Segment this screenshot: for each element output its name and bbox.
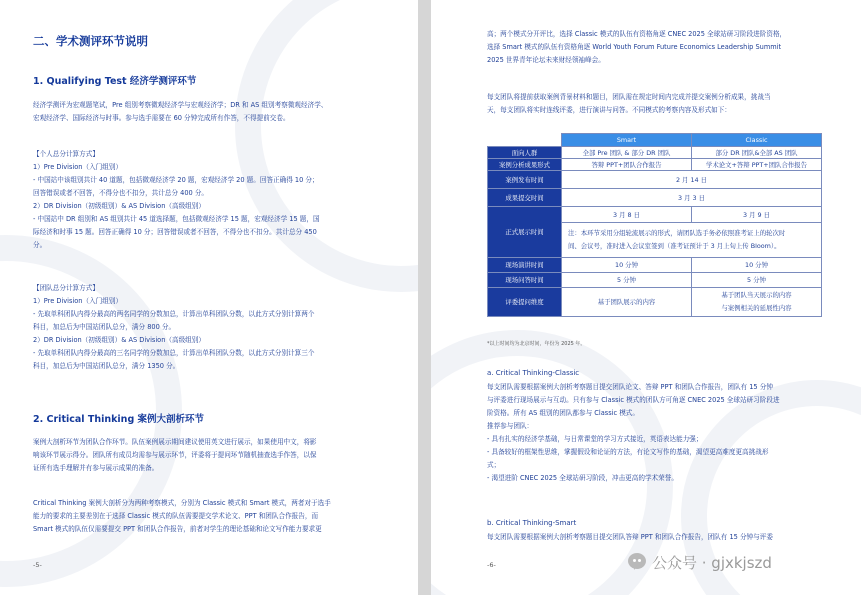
table-row: [488, 258, 822, 273]
table-cell-merged: 2 月 14 日: [562, 171, 822, 189]
classic-title: a. Critical Thinking-Classic: [487, 369, 580, 377]
critical-paragraph-2: Critical Thinking 案例大剖析分为两种考察模式，分别为 Classic 模式和 Smart 模式，两者对于选手 能力的要求的主要差别在于选择 Classic 模式的队伍需要提交学术论文、PPT 和团队合作报告，而 Smart 模式的队伍仅需要提交 PPT 和团队合作报告，前者对学生的理论基础和论文写作能力要求更: [33, 499, 331, 533]
page-number: -6-: [487, 561, 496, 569]
row-label: 正式展示时间: [488, 207, 562, 258]
individual-score-block: 【个人总分计算方式】 1）Pre Division（入门组别） - 中国站中该组别共计 40 道题，包括微观经济学 20 题，宏观经济学 20 题。回答正确得 10 分； 回答错误或者不回答，不得分也不扣分，共计总分 400 分。 2）DR Division（初级组别）& AS Division（高级组别） - 中国站中 DR 组别和 AS 组别共计 45 道选择题，包括微观经济学 15 题，宏观经济学 15 题，国 际经济和时事 15 题。回答正确得 10 分；回答错误或者不回答，不得分也不扣分。共计总分 450 分。: [33, 150, 320, 249]
table-footnote: *以上时间均为北京时间，年份为 2025 年。: [487, 341, 586, 347]
table-cell: 全部 Pre 团队 & 部分 DR 团队: [562, 147, 692, 159]
table-cell: 5 分钟: [692, 273, 822, 288]
critical-paragraph-1: 案例大剖析环节为团队合作环节。队伍案例展示期间建议使用英文进行展示，如果使用中文，将影 响该环节展示得分。团队所有成员均需参与展示环节，评委将于提问环节随机抽查选手作答，以保 证所有选手理解并有参与展示成果的准备。: [33, 438, 317, 472]
qualifying-paragraph: 经济学测评为宏观题笔试，Pre 组别考察微观经济学与宏观经济学；DR 和 AS 组别考察微观经济学、 宏观经济学、国际经济与时事。参与选手需要在 60 分钟完成所有作答，不得提前交卷。: [33, 101, 328, 122]
row-label: 现场演讲时间: [488, 258, 562, 273]
row-label: 面向人群: [488, 147, 562, 159]
table-row: [488, 207, 822, 223]
comparison-table: [487, 133, 822, 317]
row-label: 案例发布时间: [488, 171, 562, 189]
table-cell: 3 月 8 日: [562, 207, 692, 223]
table-cell: 5 分钟: [562, 273, 692, 288]
section-title: 二、学术测评环节说明: [33, 34, 148, 48]
individual-score-title: 【个人总分计算方式】: [33, 150, 99, 158]
table-header-cell: Smart: [562, 134, 692, 147]
table-row: [488, 189, 822, 207]
classic-paragraph: 每支团队需要根据案例大剖析考察题目提交团队论文、答辩 PPT 和团队合作报告，团队有 15 分钟 与评委进行现场展示与互动。只有参与 Classic 模式的团队方可角逐 CNEC 2025 全球站研习阶段进 阶资格。所有 AS 组别的团队都参与 Classic 模式。 推荐参与团队： - 具有扎实的经济学基础，与日常课堂的学习方式接近，英语表达能力强； - 具备较好的框架性思维，掌握假设和论证的方法，有论文写作的基础，渴望更高难度更高挑战形 式； - 渴望进阶 CNEC 2025 全球站研习阶段，冲击更高的学术荣誉。: [487, 383, 780, 482]
table-note-cell: 注：本环节采用分组轮流展示的形式，请团队选手务必依照准考证上的轮次时 间、会议号，准时进入会议室签到（准考证预计于 3 月上旬上传 Bloom）。: [562, 223, 822, 258]
table-cell: 答辩 PPT+团队合作报告: [562, 159, 692, 171]
table-cell: 3 月 9 日: [692, 207, 822, 223]
page-number: -5-: [33, 561, 42, 569]
intro-paragraph: 高；两个模式分开评比，选择 Classic 模式的队伍有资格角逐 CNEC 2025 全球站研习阶段进阶资格， 选择 Smart 模式的队伍有资格角逐 World Youth Forum Future Economics Leadership Summit 2025 世界青年论坛未来财经领袖峰会。: [487, 30, 787, 64]
table-cell: 部分 DR 团队&全部 AS 团队: [692, 147, 822, 159]
row-label: 评委提问维度: [488, 288, 562, 317]
qualifying-title: 1. Qualifying Test 经济学测评环节: [33, 76, 197, 87]
table-row: [488, 159, 822, 171]
critical-title: 2. Critical Thinking 案例大剖析环节: [33, 414, 205, 425]
right-page: [431, 0, 861, 595]
table-header-row: [488, 134, 822, 147]
table-row: [488, 147, 822, 159]
row-label: 现场问答时间: [488, 273, 562, 288]
row-label: 成果提交时间: [488, 189, 562, 207]
task-paragraph: 每支团队将提前获取案例背景材料和题目，团队需在规定时间内完成并提交案例分析成果，挑战当 天，每支团队将实时连线评委，进行演讲与问答。不同模式的考察内容及形式如下：: [487, 93, 771, 114]
table-header-cell: [488, 134, 562, 147]
table-cell: 基于团队当天展示的内容 与案例相关的延展性内容: [692, 288, 822, 317]
watermark-text: 公众号 · gjxkjszd: [652, 554, 772, 572]
table-row: [488, 288, 822, 317]
table-row: [488, 171, 822, 189]
wechat-icon: [628, 553, 646, 569]
smart-title: b. Critical Thinking-Smart: [487, 519, 577, 527]
table-header-cell: Classic: [692, 134, 822, 147]
table-cell: 10 分钟: [562, 258, 692, 273]
left-page: [0, 0, 418, 595]
team-score-block: 【团队总分计算方式】 1）Pre Division（入门组别） - 先取单科团队内得分最高的两名同学的分数加总，计算出单科团队分数，以此方式分别计算两个 科目，加总后为中国站团队总分，满分 800 分。 2）DR Division（初级组别）& AS Division（高级组别） - 先取单科团队内得分最高的三名同学的分数加总，计算出单科团队分数，以此方式分别计算三个 科目，加总后为中国站团队总分，满分 1350 分。: [33, 284, 315, 370]
smart-paragraph: 每支团队需要根据案例大剖析考察题目提交团队答辩 PPT 和团队合作报告，团队有 15 分钟与评委: [487, 533, 773, 541]
table-cell-merged: 3 月 3 日: [562, 189, 822, 207]
table-cell: 基于团队展示的内容: [562, 288, 692, 317]
table-cell: 10 分钟: [692, 258, 822, 273]
team-score-title: 【团队总分计算方式】: [33, 284, 99, 292]
table-cell: 学术论文+答辩 PPT+团队合作报告: [692, 159, 822, 171]
table-row: [488, 273, 822, 288]
row-label: 案例分析成果形式: [488, 159, 562, 171]
